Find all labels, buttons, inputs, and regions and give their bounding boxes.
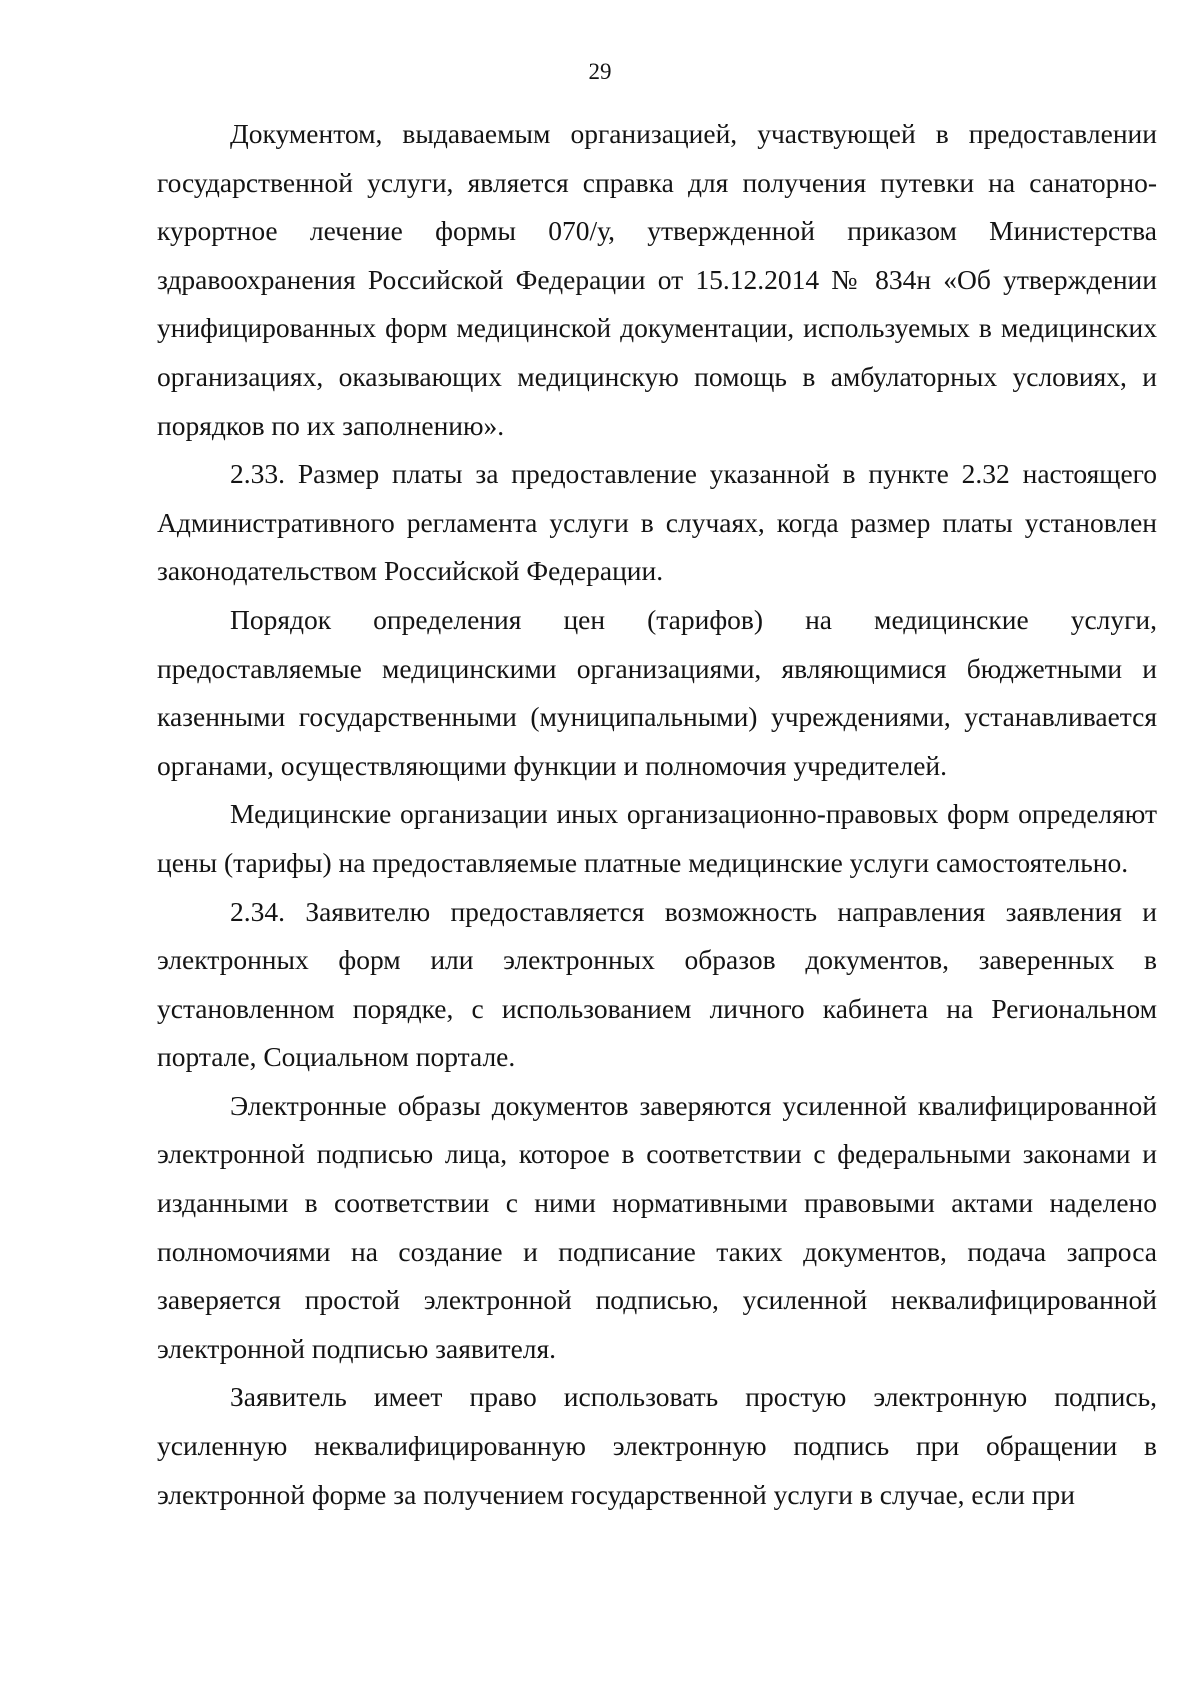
paragraph-applicant-signature-right: Заявитель имеет право использовать простую электронную подпись, усиленную неквалифицированную электронную подпись при обращении в электронной форме за получением государственной услуги в случае, если при [157,1381,1157,1510]
paragraph-other-organizations: Медицинские организации иных организационно-правовых форм определяют цены (тарифы) на предоставляемые платные медицинские услуги самостоятельно. [157,798,1157,878]
paragraph-2-34-electronic-submission: 2.34. Заявителю предоставляется возможность направления заявления и электронных форм или электронных образов документов, заверенных в установленном порядке, с использованием личного кабинета на Региональном портале, Социальном портале. [157,895,1157,1073]
page-number: 29 [588,59,612,84]
paragraph-issued-document: Документом, выдаваемым организацией, участвующей в предоставлении государственной услуги, является справка для получения путевки на санаторно-курортное лечение формы 070/у, утвержденной приказом Министерства здравоохранения Российской Федерации от 15.12.2014 № 834н «Об утверждении унифицированных форм медицинской документации, используемых в медицинских организациях, оказывающих медицинскую помощь в амбулаторных условиях, и порядков по их заполнению». [157,118,1157,441]
document-body [157,110,1157,1519]
paragraph-electronic-signature: Электронные образы документов заверяются усиленной квалифицированной электронной подписью лица, которое в соответствии с федеральными законами и изданными в соответствии с ними нормативными правовыми актами наделено полномочиями на создание и подписание таких документов, подача запроса заверяется простой электронной подписью, усиленной неквалифицированной электронной подписью заявителя. [157,1089,1157,1364]
paragraph-pricing-procedure: Порядок определения цен (тарифов) на медицинские услуги, предоставляемые медицинскими организациями, являющимися бюджетными и казенными государственными (муниципальными) учреждениями, устанавливается органами, осуществляющими функции и полномочия учредителей. [157,603,1157,781]
paragraph-2-33-fee-size: 2.33. Размер платы за предоставление указанной в пункте 2.32 настоящего Административного регламента услуги в случаях, когда размер платы установлен законодательством Российской Федерации. [157,458,1157,587]
